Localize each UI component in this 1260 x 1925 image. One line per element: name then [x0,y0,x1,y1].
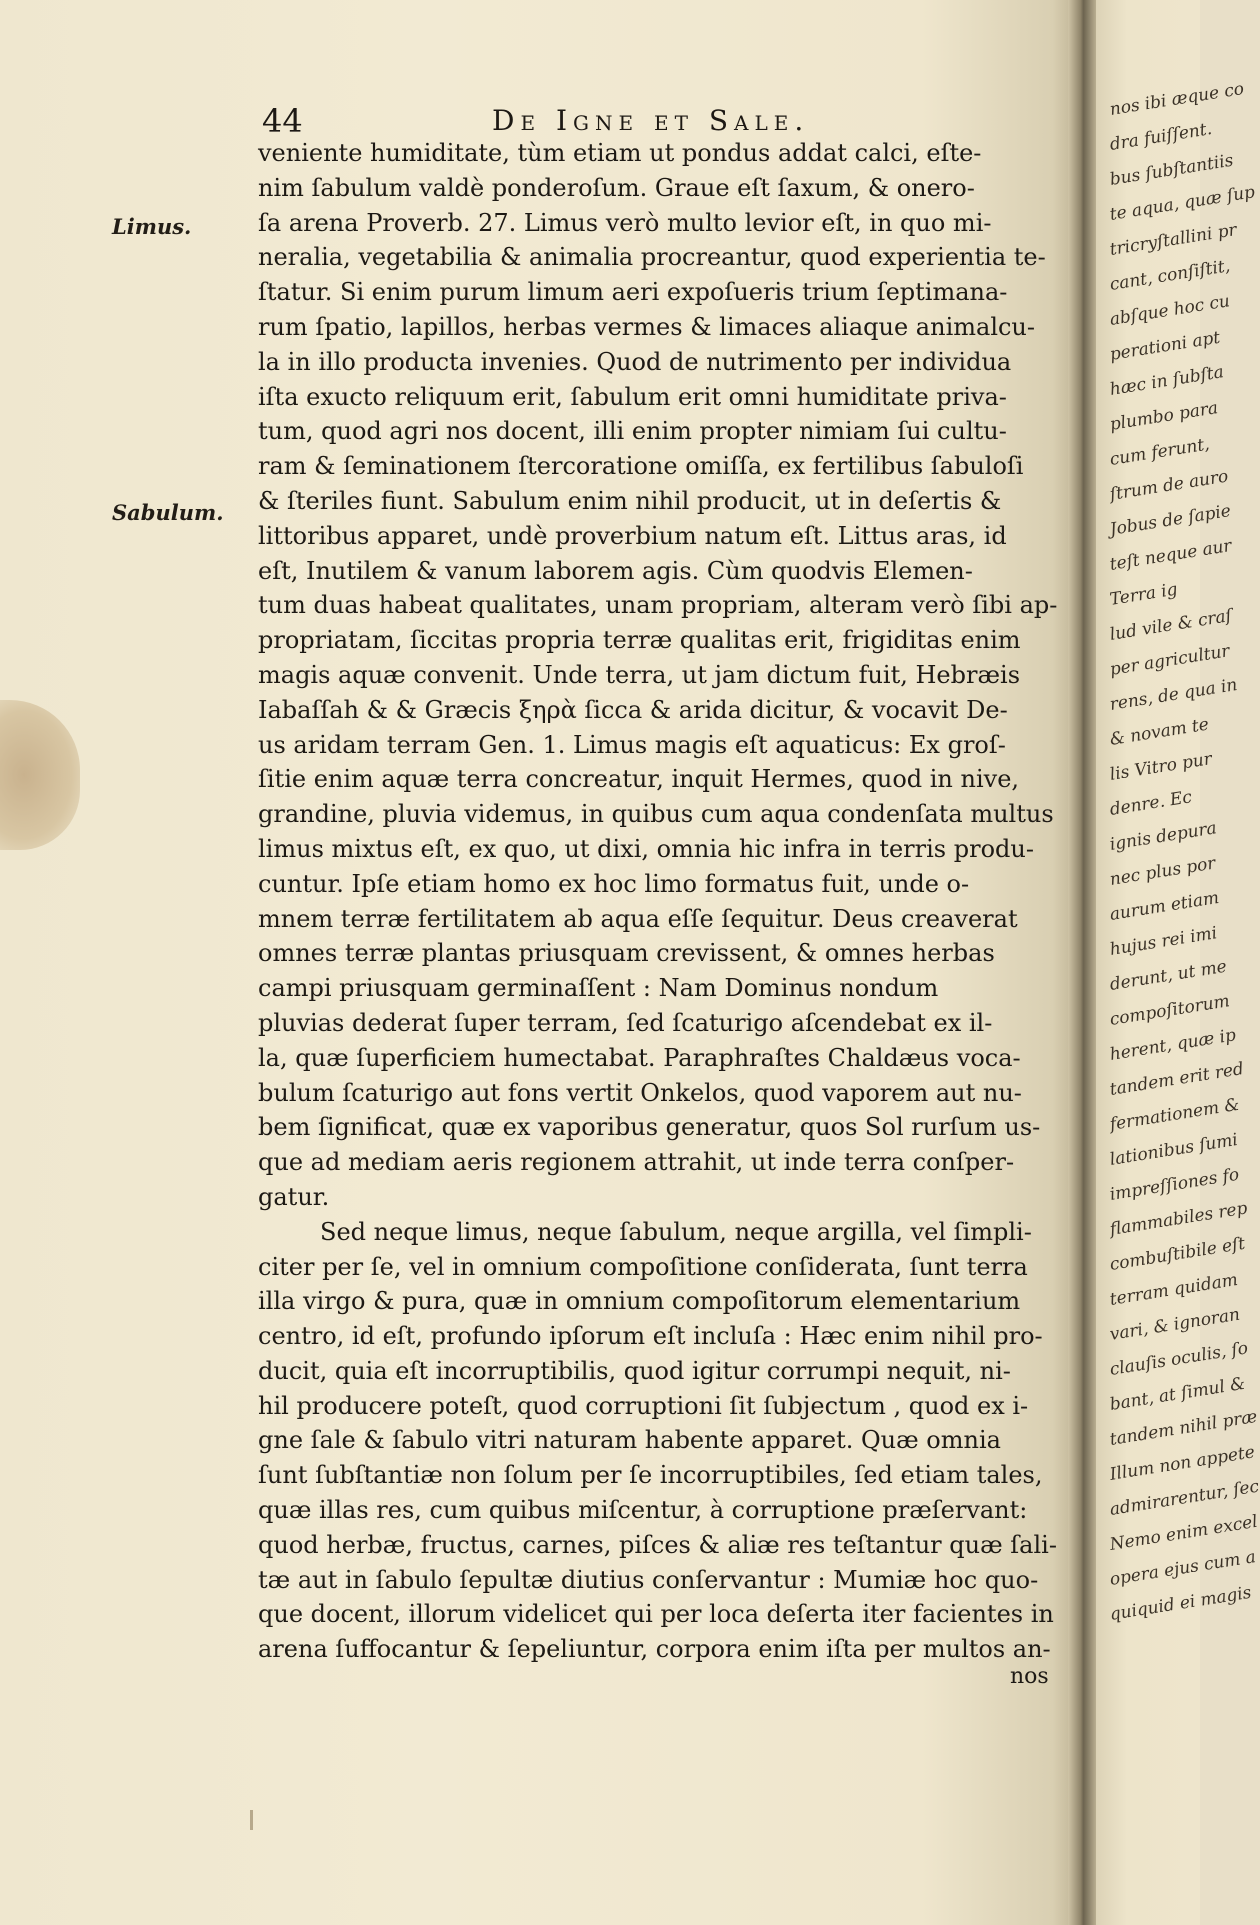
text-line: la, quæ ſuperficiem humectabat. Paraphraſtes Chaldæus voca- [258,1043,1021,1072]
facing-page-line: clauſis oculis, ſo [1108,1338,1250,1380]
text-line: rum ſpatio, lapillos, herbas vermes & limaces aliaque animalcu- [258,312,1035,341]
facing-page-line: abſque hoc cu [1108,291,1232,330]
text-line: veniente humiditate, tùm etiam ut pondus addat calci, eſte- [258,139,982,167]
text-line: citer per ſe, vel in omnium compoſitione conſiderata, ſunt terra [258,1252,1028,1281]
facing-page-line: derunt, ut me [1108,956,1229,995]
facing-page [1096,0,1260,1925]
facing-page-line: perationi apt [1108,327,1222,365]
facing-page-line: per agricultur [1108,641,1231,680]
margin-note-sabulum: Sabulum. [112,500,224,525]
facing-page-line: teſt neque aur [1108,535,1233,575]
margin-note-limus: Limus. [112,214,192,239]
facing-page-line: lud vile & craſ [1108,605,1234,645]
facing-page-line: aurum etiam [1108,887,1221,925]
text-line: & ſteriles fiunt. Sabulum enim nihil producit, ut in deſertis & [258,486,1002,515]
facing-page-line: Illum non appete [1108,1442,1257,1485]
facing-page-line: Jobus de ſapie [1108,501,1233,540]
facing-page-line: & novam te [1108,714,1211,750]
text-line: illa virgo & pura, quæ in omnium compoſitorum elementarium [258,1287,1021,1316]
text-line: tæ aut in ſabulo ſepultæ diutius conſervantur : Mumiæ hoc quo- [258,1565,1039,1594]
body-text [258,136,1058,1667]
facing-page-line: vari, & ignoran [1108,1304,1242,1345]
facing-page-line: Nemo enim excel [1108,1511,1260,1555]
text-line: bem ſignificat, quæ ex vaporibus generatur, quos Sol rurſum us- [258,1113,1041,1142]
text-line: neralia, vegetabilia & animalia procreantur, quod experientia te- [258,243,1046,272]
text-line: quæ illas res, cum quibus miſcentur, à corruptione præſervant: [258,1496,1028,1525]
facing-page-line: plumbo para [1108,398,1220,435]
facing-page-line: te aqua, quæ ſup [1108,182,1257,225]
facing-page-line: impreſſiones fo [1108,1164,1241,1205]
text-line: iſta exucto reliquum erit, ſabulum erit omni humiditate priva- [258,382,1007,411]
facing-page-line: opera ejus cum a [1108,1547,1258,1590]
text-line: Iabaſſah & & Græcis ξηρὰ ſicca & arida dicitur, & vocavit De- [258,695,1008,724]
text-line: mnem terræ fertilitatem ab aqua eſſe ſequitur. Deus creaverat [258,904,1018,933]
facing-page-line: compoſitorum [1108,991,1232,1030]
facing-page-line: quiquid ei magis [1108,1582,1253,1625]
text-line: gne ſale & ſabulo vitri naturam habente apparet. Quæ omnia [258,1426,1001,1455]
text-line: littoribus apparet, undè proverbium natum eſt. Littus aras, id [258,521,1007,550]
facing-page-line: fermationem & [1108,1094,1241,1135]
text-line: Sed neque limus, neque ſabulum, neque argilla, vel ſimpli- [320,1217,1032,1246]
text-line: la in illo producta invenies. Quod de nutrimento per individua [258,347,1012,376]
text-line: eſt, Inutilem & vanum laborem agis. Cùm quodvis Elemen- [258,556,973,585]
text-line: ducit, quia eſt incorruptibilis, quod igitur corrumpi nequit, ni- [258,1356,1011,1385]
text-line: tum, quod agri nos docent, illi enim propter nimiam ſui cultu- [258,417,1007,446]
text-line: magis aquæ convenit. Unde terra, ut jam dictum fuit, Hebræis [258,660,1021,689]
text-line: limus mixtus eſt, ex quo, ut dixi, omnia hic infra in terris produ- [258,834,1034,863]
catchword: nos [1010,1664,1049,1689]
facing-page-line: nos ibi æque co [1108,78,1246,120]
text-line: arena ſuffocantur & ſepeliuntur, corpora enim iſta per multos an- [258,1635,1051,1664]
facing-page-line: Terra ig [1108,579,1179,610]
facing-page-line: rens, de qua in [1108,674,1239,715]
facing-page-line: tandem nihil præ [1108,1406,1259,1450]
text-line: tum duas habeat qualitates, unam propriam, alteram verò ſibi ap- [258,591,1058,620]
facing-page-line: cum ferunt, [1108,434,1211,470]
facing-page-line: ſtrum de auro [1108,466,1230,505]
facing-page-line: tandem erit red [1108,1058,1246,1100]
text-line: que ad mediam aeris regionem attrahit, ut inde terra conſper- [258,1148,1015,1177]
text-line: propriatam, ſiccitas propria terræ qualitas erit, frigiditas enim [258,626,1021,655]
facing-page-line: flammabiles rep [1108,1198,1249,1240]
text-line: ſitie enim aquæ terra concreatur, inquit Hermes, quod in nive, [258,765,1020,794]
text-line: gatur. [258,1182,330,1211]
text-line: pluvias dederat ſuper terram, ſed ſcaturigo aſcendebat ex il- [258,1008,993,1037]
text-line: ſtatur. Si enim purum limum aeri expoſueris trium ſeptimana- [258,278,1008,307]
facing-page-line: hæc in ſubſta [1108,362,1226,400]
facing-page-line: lis Vitro pur [1108,749,1214,785]
facing-page-line: hujus rei imi [1108,923,1219,960]
text-line: ram & ſeminationem ſtercoratione omiſſa, ex fertilibus ſabuloſi [258,452,1024,481]
facing-page-line: nec plus por [1108,853,1217,890]
text-line: ſa arena Proverb. 27. Limus verò multo levior eſt, in quo mi- [258,208,992,237]
text-line: ſunt ſubſtantiæ non ſolum per ſe incorruptibiles, ſed etiam tales, [258,1461,1043,1490]
facing-page-line: combuſtibile eſt [1108,1233,1247,1275]
facing-page-line: lationibus ſumi [1108,1129,1240,1170]
text-line: centro, id eſt, profundo ipſorum eſt incluſa : Hæc enim nihil pro- [258,1322,1043,1351]
folio-number: 44 [262,102,303,140]
text-line: bulum ſcaturigo aut fons vertit Onkelos, quod vaporem aut nu- [258,1078,1022,1107]
facing-page-line: bant, at ſimul & [1108,1373,1247,1415]
ink-mark [250,1810,253,1830]
text-line: campi priusquam germinaſſent : Nam Dominus nondum [258,974,939,1003]
page-header [262,100,1042,140]
text-line: quod herbæ, fructus, carnes, piſces & aliæ res teſtantur quæ ſali- [258,1530,1057,1559]
facing-page-line: dra fuiſſent. [1108,119,1214,155]
facing-page-line: ignis depura [1108,818,1219,855]
text-line: us aridam terram Gen. 1. Limus magis eſt aquaticus: Ex groſ- [258,730,1006,759]
text-line: hil producere poteſt, quod corruptioni ſit ſubjectum , quod ex i- [258,1391,1029,1420]
facing-page-line: herent, quæ ip [1108,1025,1238,1065]
facing-page-line: denre. Ec [1108,787,1194,820]
text-line: que docent, illorum videlicet qui per loca deſerta iter facientes in [258,1600,1054,1629]
facing-page-line: bus ſubſtantiis [1108,150,1235,190]
running-title: De Igne et Sale. [492,104,810,137]
text-line: cuntur. Ipſe etiam homo ex hoc limo formatus fuit, unde o- [258,869,970,898]
facing-page-line: tricryſtallini pr [1108,220,1239,260]
facing-page-line: admirarentur, ſec [1108,1476,1260,1520]
facing-page-line: cant, conſiſtit, [1108,256,1232,295]
facing-page-line: terram quidam [1108,1269,1240,1310]
book-gutter [1068,0,1096,1925]
text-line: grandine, pluvia videmus, in quibus cum aqua condenſata multus [258,800,1054,829]
text-line: nim ſabulum valdè ponderoſum. Graue eſt ſaxum, & onero- [258,173,975,202]
text-line: omnes terræ plantas priusquam crevissent, & omnes herbas [258,939,995,968]
